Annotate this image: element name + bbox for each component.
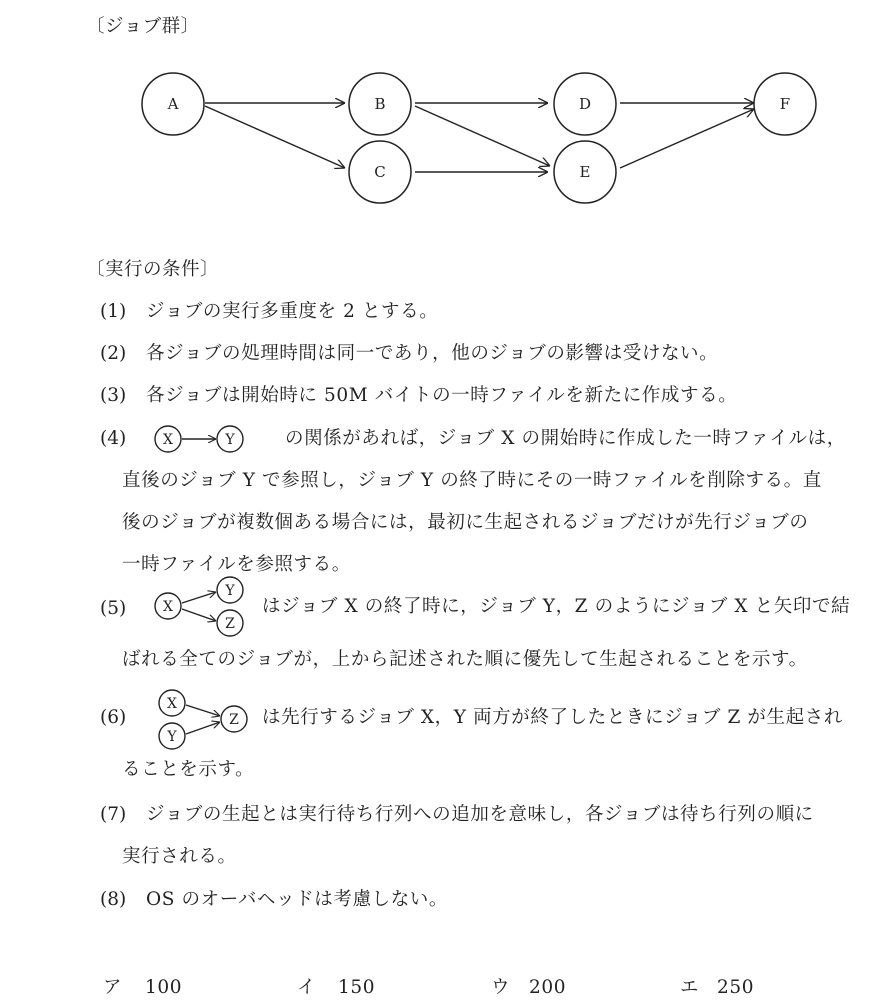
answer-choice-d-kana: エ [680,977,700,998]
condition-1-number: (1) [100,301,127,322]
condition-6-text-line-1: は先行するジョブ X，Y 両方が終了したときにジョブ Z が生起され [262,707,843,728]
node-f-label: F [779,95,791,113]
edge-e-f [620,109,754,168]
mini-edge-y-z [186,722,220,734]
mini-label-z: Z [229,712,239,728]
answer-choice-d-value: 250 [717,977,755,998]
conditions-heading: 〔実行の条件〕 [86,259,220,280]
mini-edge-x-z [186,705,220,716]
condition-4-text-line-2: 直後のジョブ Y で参照し，ジョブ Y の終了時にその一時ファイルを削除する。直 [122,470,822,491]
edge-a-c [205,106,345,168]
node-d-label: D [578,95,592,113]
mini-label-y: Y [225,583,235,599]
answer-choice-a-value: 100 [145,977,183,998]
mini-diagram-x-y-to-z [150,686,260,752]
condition-7-text-line-1: ジョブの生起とは実行待ち行列への追加を意味し，各ジョブは待ち行列の順に [146,804,814,825]
condition-7-number: (7) [100,804,127,825]
answer-choice-b-value: 150 [338,977,376,998]
node-a-label: A [167,95,179,113]
edge-b-e [415,106,550,166]
condition-3-text: 各ジョブは開始時に 50M バイトの一時ファイルを新たに作成する。 [146,385,738,406]
mini-label-x: X [163,599,173,615]
mini-label-y: Y [225,432,235,448]
mini-label-z: Z [225,616,235,632]
condition-6-text-line-2: ることを示す。 [122,759,255,780]
node-c-label: C [374,163,386,181]
answer-choice-c-value: 200 [529,977,567,998]
condition-1-text: ジョブの実行多重度を 2 とする。 [146,301,439,322]
condition-7-text-line-2: 実行される。 [122,846,237,867]
condition-5-text-line-2: ばれる全てのジョブが，上から記述された順に優先して生起されることを示す。 [122,649,808,670]
condition-6-number: (6) [100,707,127,728]
mini-label-x: X [167,696,177,712]
condition-4-text-line-4: 一時ファイルを参照する。 [122,554,351,575]
condition-3-number: (3) [100,385,127,406]
condition-4-text-line-3: 後のジョブが複数個ある場合には，最初に生起されるジョブだけが先行ジョブの [122,512,809,533]
condition-2-text: 各ジョブの処理時間は同一であり，他のジョブの影響は受けない。 [146,343,719,364]
mini-diagram-x-to-y-z [140,573,260,639]
mini-edge-x-z [182,609,216,621]
answer-choice-b-kana: イ [297,977,317,998]
condition-5-number: (5) [100,598,127,619]
job-group-heading: 〔ジョブ群〕 [86,16,200,37]
node-e-label: E [579,163,591,181]
answer-choice-a-kana: ア [103,977,123,998]
condition-2-number: (2) [100,343,127,364]
node-b-label: B [374,95,386,113]
condition-8-number: (8) [100,889,127,910]
mini-edge-x-y [182,592,216,603]
mini-diagram-x-to-y [140,419,276,459]
condition-4-text-line-1: の関係があれば，ジョブ X の開始時に作成した一時ファイルは， [285,428,846,449]
condition-4-number: (4) [100,428,127,449]
mini-label-x: X [163,432,173,448]
answer-choice-c-kana: ウ [491,977,511,998]
condition-8-text: OS のオーバヘッドは考慮しない。 [146,889,448,910]
mini-label-y: Y [167,729,177,745]
condition-5-text-line-1: はジョブ X の終了時に，ジョブ Y，Z のようにジョブ X と矢印で結 [262,596,851,617]
job-flow-diagram [0,0,878,240]
